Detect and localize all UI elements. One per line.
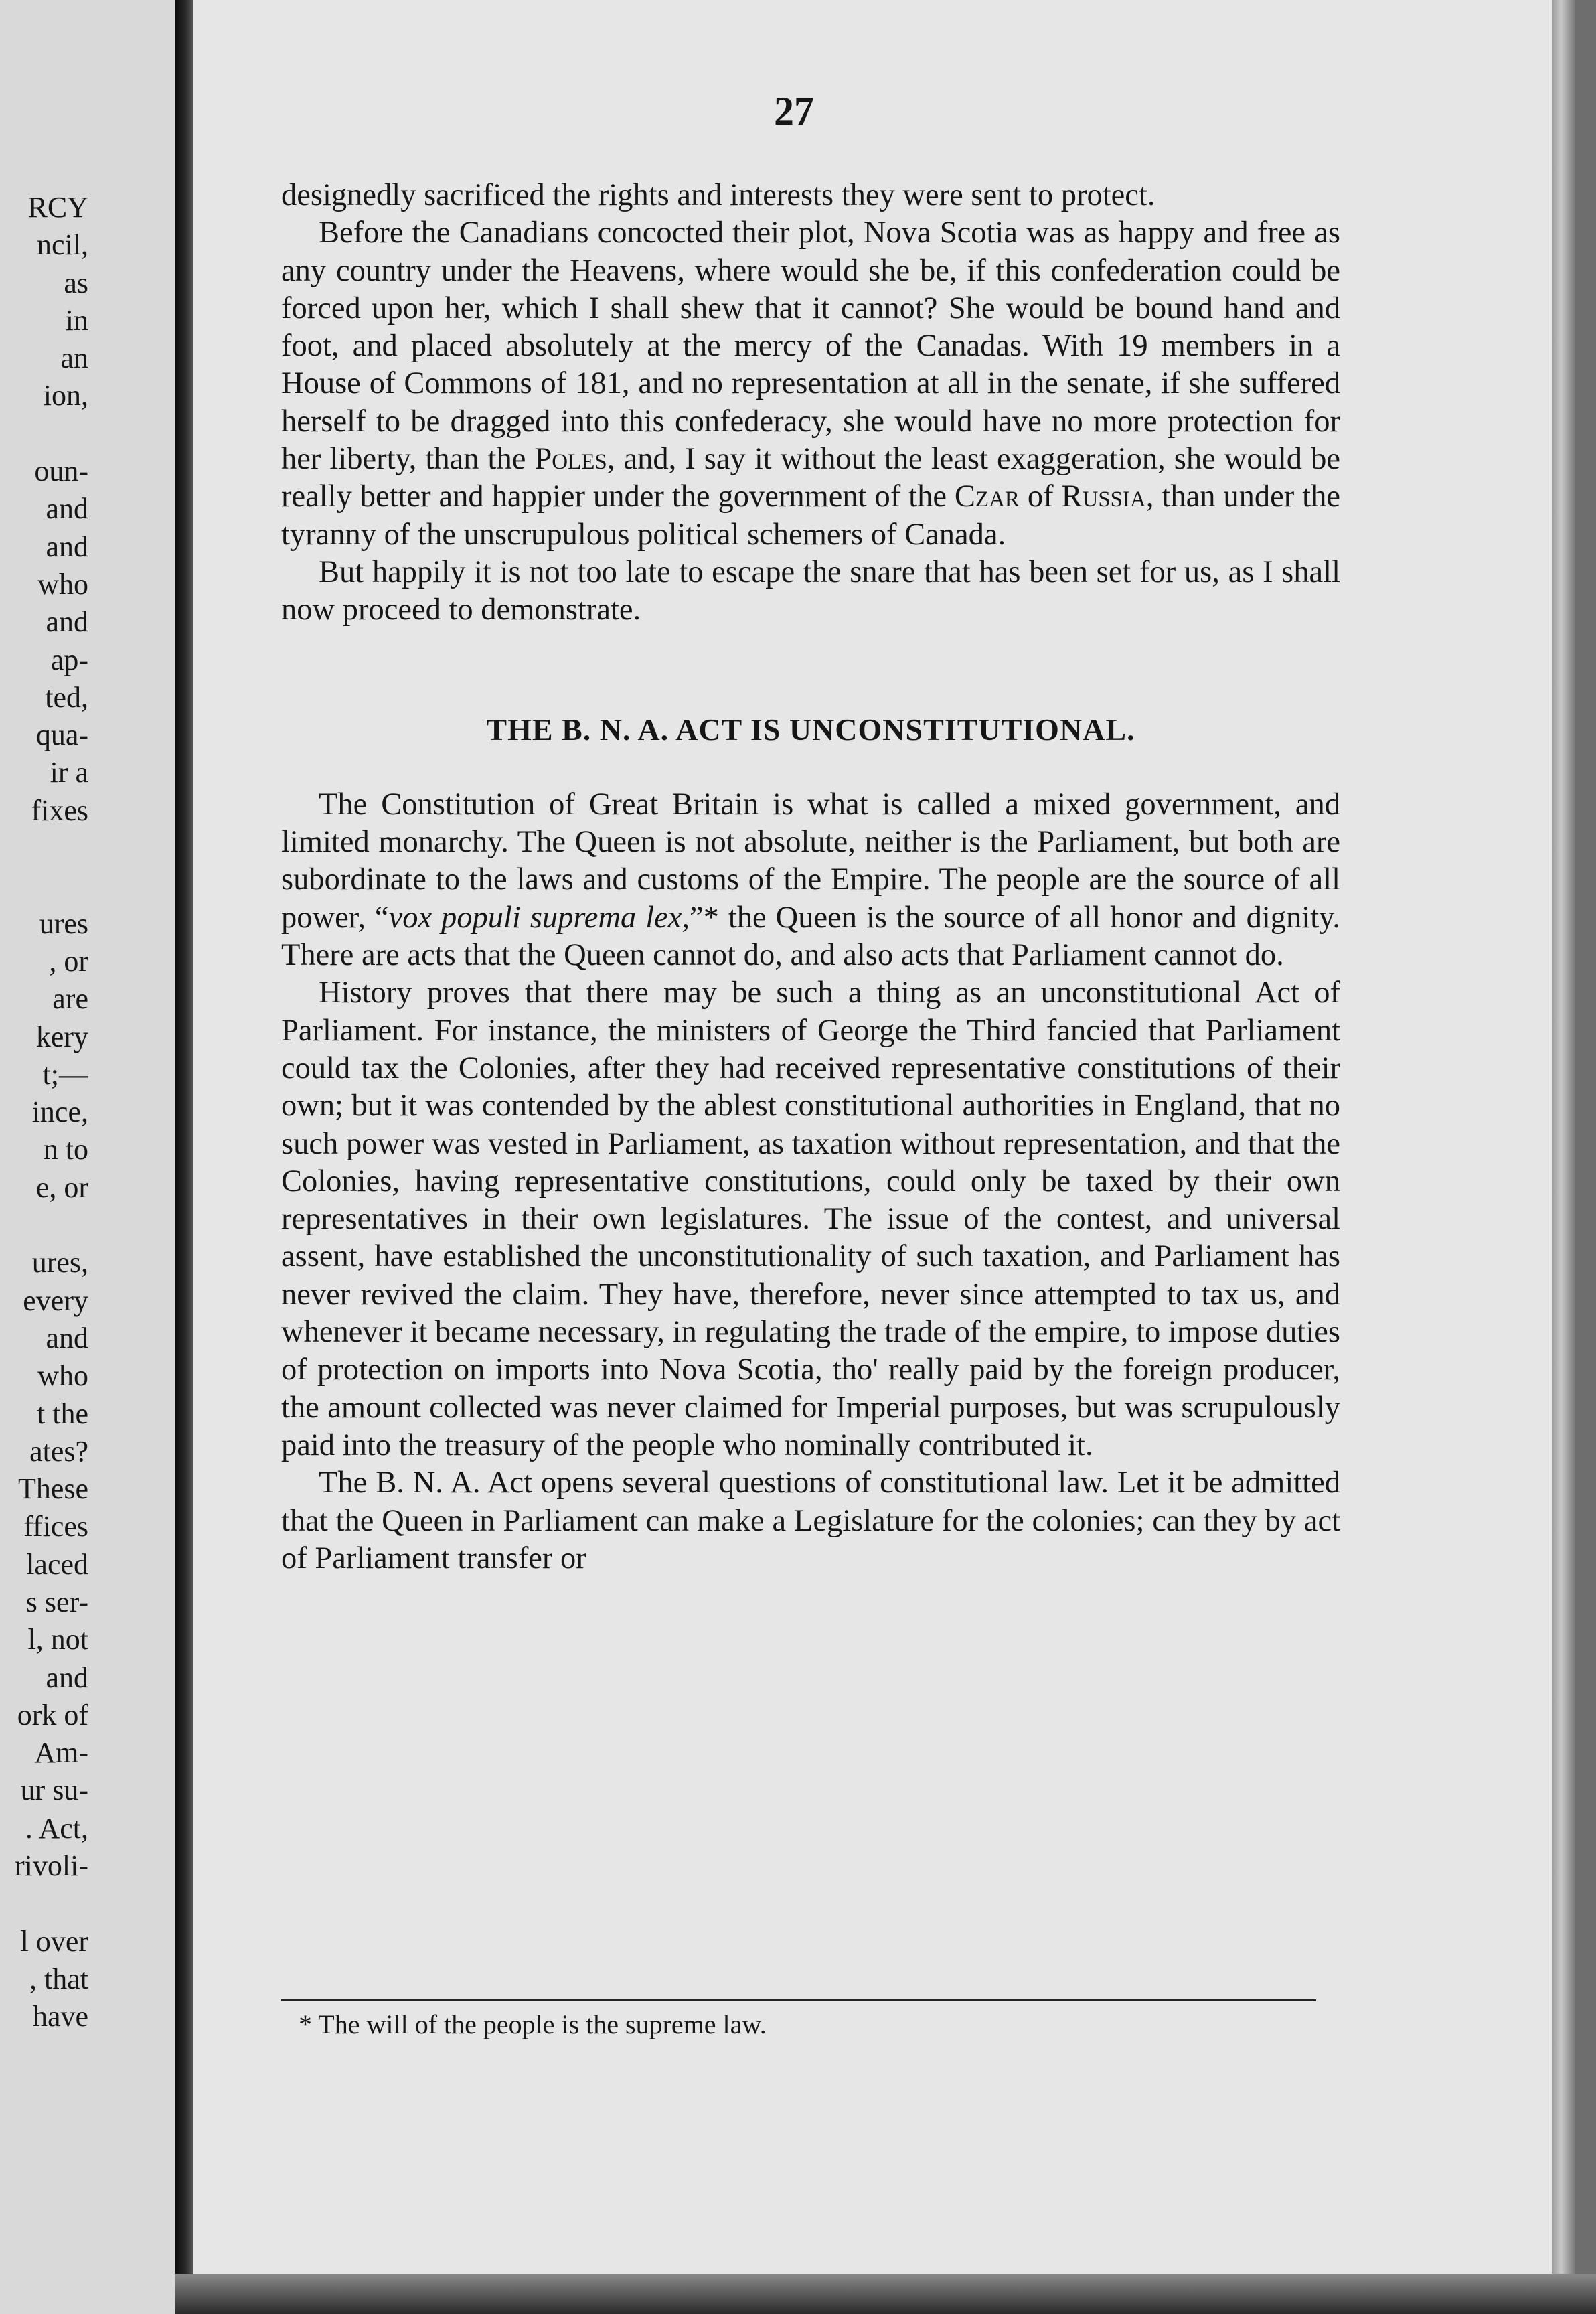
left-page-text-fragments [0,189,88,2036]
left-fragment-line: ures [39,907,88,940]
left-fragment-line [0,830,88,867]
left-fragment-line: ted, [45,680,88,714]
left-fragment-line: l over [20,1924,88,1958]
left-fragment-line: t the [37,1397,88,1430]
left-page [0,0,175,2314]
left-fragment-line: who [37,1359,88,1393]
text-run: The Constitution of Great Britain is what is called a mixed government, and limited monarchy. The Queen is not absolute, neither is the Parliament, but both are subordinate to the laws and customs of the Empire. The people are the source of all power, “ [281,787,1340,935]
page-edge [1552,0,1575,2277]
left-fragment-line: and [46,605,88,639]
left-fragment-line: These [17,1472,88,1506]
left-fragment-line: t;— [42,1057,88,1091]
paragraph-constitution [281,786,1340,974]
left-fragment-line: fixes [31,793,88,827]
latin-phrase: vox populi suprema lex, [388,900,690,935]
left-fragment-line: ates? [29,1434,88,1468]
left-fragment-line: ion, [43,379,88,412]
left-fragment-line: and [46,492,88,526]
left-fragment-line: ures, [31,1246,88,1280]
text-run: , and, I say it without the least exaggeration, she would be really better and happier under the government of the [281,442,1340,514]
left-fragment-line: kery [35,1020,88,1053]
left-fragment-line: have [32,2000,88,2033]
text-run: , than under the tyranny of the unscrupulous political schemers of Canada. [281,479,1340,552]
small-caps-poles: Poles [534,442,607,477]
left-fragment-line: ffices [23,1510,88,1543]
left-fragment-line: ur su- [20,1774,88,1807]
paragraph-nova-scotia [281,214,1340,554]
left-fragment-line: qua- [35,718,88,752]
text-run: Before the Canadians concocted their plot, Nova Scotia was as happy and free as any country under the Heavens, where would she be, if this confederation could be forced upon her, which I shall shew that it cannot? She would be bound hand and foot, and placed absolutely at the mercy of the Canadas. With 19 members in a House of Commons of 181, and no representation at all in the senate, if she suffered herself to be dragged into this confederacy, she would have no more protection for her liberty, than the [281,216,1340,477]
left-fragment-line [0,867,88,905]
left-fragment-line: every [23,1284,88,1317]
left-fragment-line: and [46,1661,88,1694]
left-fragment-line: l, not [27,1623,88,1656]
small-caps-russia: Russia [1061,479,1146,514]
left-fragment-line: ap- [50,643,88,676]
page-number: 27 [774,89,814,133]
left-fragment-line [0,1207,88,1244]
left-fragment-line: are [52,982,88,1016]
left-fragment-line: laced [26,1547,88,1581]
left-fragment-line: as [64,266,88,299]
left-fragment-line: and [46,530,88,563]
left-fragment-line: rivoli- [15,1849,88,1883]
left-fragment-line: ince, [31,1095,88,1129]
book-gutter [175,0,193,2314]
left-fragment-line: Am- [34,1736,88,1770]
left-fragment-line: RCY [27,191,88,224]
left-fragment-line: n to [43,1133,88,1166]
left-fragment-line: , that [29,1962,88,1995]
left-fragment-line: e, or [35,1170,88,1204]
small-caps-czar: Czar [954,479,1020,514]
left-fragment-line: ork of [17,1698,88,1731]
left-fragment-line [0,415,88,453]
left-fragment-line: ir a [50,756,88,789]
paragraph-snare: But happily it is not too late to escape the snare that has been set for us, as I shall now proceed to demonstrate. [281,554,1340,627]
left-fragment-line: oun- [34,455,88,488]
left-fragment-line: and [46,1321,88,1355]
left-fragment-line: s ser- [25,1585,88,1618]
section-heading: THE B. N. A. ACT IS UNCONSTITUTIONAL. [486,712,1135,747]
text-run: of [1019,479,1062,514]
paragraph-bna-act: The B. N. A. Act opens several questions of constitutional law. Let it be admitted that the Queen in Parliament can make a Legislature for the colonies; can they by act of Parliament transfer or [281,1466,1340,1575]
text-run: ”* the Queen is the source of all honor and dignity. There are acts that the Queen cannot do, and also acts that Parliament cannot do. [281,900,1341,973]
left-fragment-line: . Act, [25,1811,88,1845]
left-fragment-line: ncil, [37,228,88,262]
left-fragment-line: , or [49,944,88,978]
footnote: * The will of the people is the supreme law. [281,1999,1316,2041]
left-fragment-line: who [37,567,88,601]
left-fragment-line [0,1885,88,1922]
paragraph-continuation: designedly sacrificed the rights and interests they were sent to protect. [281,178,1155,212]
paragraph-history: History proves that there may be such a thing as an unconstitutional Act of Parliament. For instance, the ministers of George the Third fancied that Parliament could tax the Colonies, after they had received representative constitutions of their own; but it was contended by the ablest constitutional authorities in England, that no such power was vested in Parliament, as taxation without representation, and that the Colonies, having representative constitutions, could only be taxed by their own representatives in their own legislatures. The issue of the contest, and universal assent, have established the unconstitutionality of such taxation, and Parliament has never revived the claim. They have, therefore, never since attempted to tax us, and whenever it became necessary, in regulating the trade of the empire, to impose duties of protection on imports into Nova Scotia, tho' really paid by the foreign producer, the amount collected was never claimed for Imperial purposes, but was scrupulously paid into the treasury of the people who nominally contributed it. [281,976,1340,1462]
left-fragment-line: an [60,341,88,375]
left-fragment-line: in [65,303,88,337]
page-bottom-shadow [175,2274,1596,2314]
text-column [281,177,1340,1577]
